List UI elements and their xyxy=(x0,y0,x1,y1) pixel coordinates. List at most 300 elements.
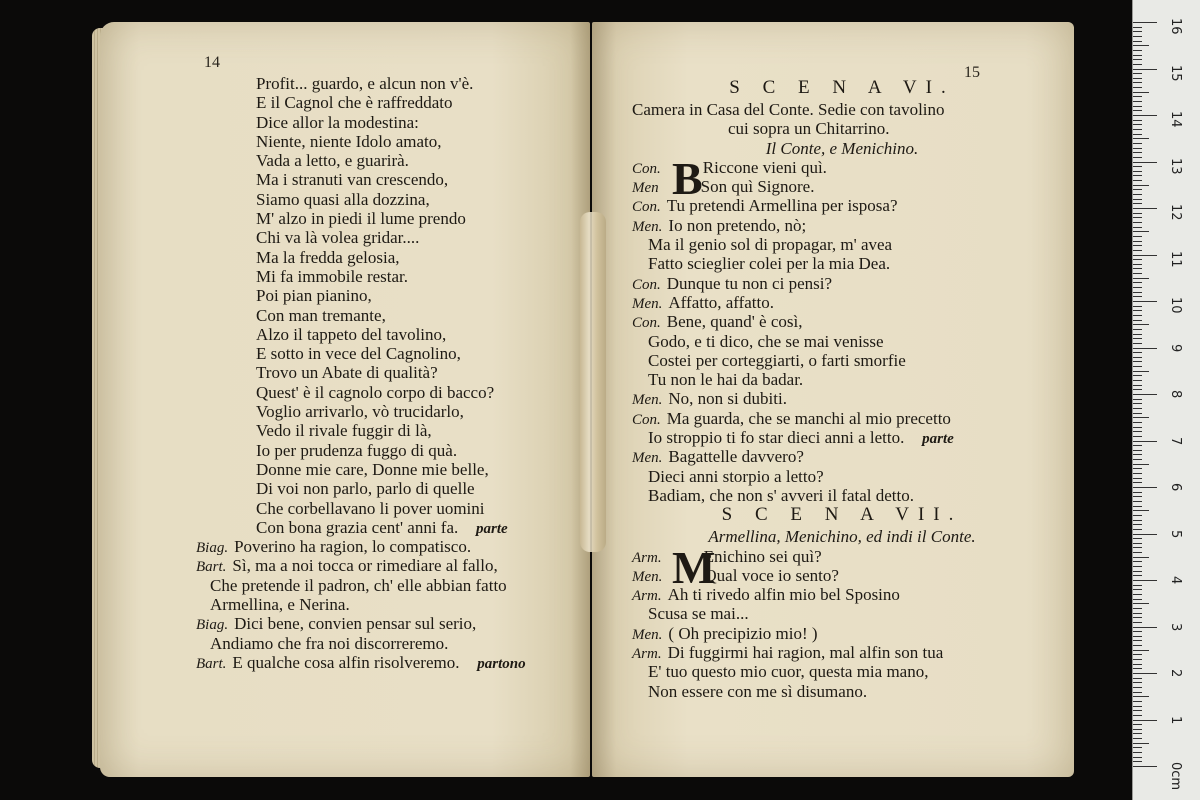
ruler-tick xyxy=(1133,73,1142,74)
ruler-tick xyxy=(1133,482,1142,483)
ruler-tick xyxy=(1133,320,1142,321)
ruler-tick xyxy=(1133,394,1157,395)
ruler-tick xyxy=(1133,687,1142,688)
ruler-number: 10 xyxy=(1168,297,1183,314)
ruler-tick xyxy=(1133,761,1142,762)
scene-vi-setting-1: Camera in Casa del Conte. Sedie con tavolino xyxy=(632,100,945,119)
speaker-label: Con. xyxy=(632,315,661,332)
line-text: Riccone vieni quì. xyxy=(702,157,827,177)
line-text: E sotto in vece del Cagnolino, xyxy=(256,344,461,364)
ruler-tick xyxy=(1133,720,1157,721)
verse-line xyxy=(632,643,1052,662)
speaker-label: Biag. xyxy=(196,617,229,634)
ruler-tick xyxy=(1133,403,1142,404)
ruler-tick xyxy=(1133,561,1142,562)
line-text: Che pretende il padron, ch' elle abbian fatto xyxy=(210,575,507,595)
ruler-tick xyxy=(1133,357,1142,358)
line-text: Di voi non parlo, parlo di quelle xyxy=(256,479,475,499)
verse-line xyxy=(632,409,1052,428)
scene-vii-dialogue xyxy=(632,541,1052,701)
ruler-tick xyxy=(1133,589,1142,590)
ruler-tick xyxy=(1133,59,1142,60)
stage-cue: parte xyxy=(472,520,508,537)
line-text: Trovo un Abate di qualità? xyxy=(256,363,438,383)
ruler-tick xyxy=(1133,361,1142,362)
ruler-number: 11 xyxy=(1168,250,1183,268)
ruler-tick xyxy=(1133,710,1142,711)
ruler-tick xyxy=(1133,389,1142,390)
ruler-tick xyxy=(1133,124,1142,125)
ruler-tick xyxy=(1133,171,1142,172)
scene-vi-dialogue xyxy=(632,152,1052,505)
ruler-tick xyxy=(1133,152,1142,153)
ruler-tick xyxy=(1133,306,1142,307)
verse-line xyxy=(196,209,526,228)
line-text: Poi pian pianino, xyxy=(256,286,372,306)
verse-line xyxy=(632,447,1052,466)
speaker-label: Men xyxy=(632,180,659,197)
ruler-tick xyxy=(1133,645,1142,646)
ruler-tick xyxy=(1133,417,1149,418)
ruler-tick xyxy=(1133,264,1142,265)
ruler-number: 14 xyxy=(1168,111,1183,128)
line-text: Voglio arrivarlo, vò trucidarlo, xyxy=(256,402,464,422)
ruler-tick xyxy=(1133,287,1142,288)
ruler-tick xyxy=(1133,120,1142,121)
ruler-tick xyxy=(1133,492,1142,493)
verse-line xyxy=(196,325,526,344)
line-text: Siamo quasi alla dozzina, xyxy=(256,189,430,209)
verse-line xyxy=(196,614,526,633)
ruler-tick xyxy=(1133,534,1157,535)
ruler-tick xyxy=(1133,413,1142,414)
verse-line xyxy=(196,267,526,286)
ruler-tick xyxy=(1133,348,1157,349)
ruler-number: 9 xyxy=(1168,343,1183,352)
stage-cue: parte xyxy=(918,431,954,448)
ruler-tick xyxy=(1133,115,1157,116)
ruler-tick xyxy=(1133,729,1142,730)
verse-line xyxy=(196,402,526,421)
ruler-tick xyxy=(1133,213,1142,214)
scene-vii-characters: Armellina, Menichino, ed indi il Conte. xyxy=(708,527,976,547)
ruler-tick xyxy=(1133,557,1149,558)
left-page xyxy=(100,22,590,777)
line-text: Sì, ma a noi tocca or rimediare al fallo, xyxy=(232,556,498,576)
speaker-label: Bart. xyxy=(196,559,227,576)
verse-line xyxy=(196,228,526,247)
speaker-label: Bart. xyxy=(196,655,227,672)
ruler-number: 4 xyxy=(1168,576,1183,585)
line-text: Quest' è il cagnolo corpo di bacco? xyxy=(256,382,495,402)
line-text: Vedo il rivale fuggir di là, xyxy=(256,421,432,441)
speaker-label: Arm. xyxy=(632,549,662,566)
drop-cap-letter: B xyxy=(672,152,703,204)
ruler-tick xyxy=(1133,706,1142,707)
line-text: E' tuo questo mio cuor, questa mia mano, xyxy=(648,662,929,682)
verse-line xyxy=(196,479,526,498)
ruler-tick xyxy=(1133,603,1149,604)
ruler-tick xyxy=(1133,296,1142,297)
ruler-tick xyxy=(1133,640,1142,641)
speaker-label: Men. xyxy=(632,568,663,585)
verse-line xyxy=(196,556,526,575)
ruler-tick xyxy=(1133,422,1142,423)
ruler-tick xyxy=(1133,757,1142,758)
ruler-tick xyxy=(1133,673,1157,674)
verse-line xyxy=(632,235,1052,254)
ruler-tick xyxy=(1133,585,1142,586)
verse-line xyxy=(196,248,526,267)
line-text: Non essere con me sì disumano. xyxy=(648,681,868,701)
ruler-tick xyxy=(1133,692,1142,693)
speaker-label: Men. xyxy=(632,295,663,312)
line-text: Io non pretendo, nò; xyxy=(668,215,807,235)
ruler-tick xyxy=(1133,571,1142,572)
ruler-tick xyxy=(1133,631,1142,632)
line-text: E qualche cosa alfin risolveremo. xyxy=(232,652,460,672)
verse-line xyxy=(632,293,1052,312)
ruler-tick xyxy=(1133,27,1142,28)
ruler-tick xyxy=(1133,473,1142,474)
line-text: Vada a letto, e guarirà. xyxy=(256,151,409,171)
ruler-tick xyxy=(1133,292,1142,293)
ruler-tick xyxy=(1133,608,1142,609)
verse-line xyxy=(196,363,526,382)
verse-line xyxy=(196,460,526,479)
ruler-tick xyxy=(1133,310,1142,311)
ruler-tick xyxy=(1133,468,1142,469)
verse-line xyxy=(632,428,1052,447)
line-text: Ma guarda, che se manchi al mio precetto xyxy=(666,408,951,428)
ruler-tick xyxy=(1133,627,1157,628)
ruler-tick xyxy=(1133,743,1149,744)
ruler-tick xyxy=(1133,724,1142,725)
verse-line xyxy=(632,370,1052,389)
ruler-tick xyxy=(1133,268,1142,269)
speaker-label: Men. xyxy=(632,218,663,235)
line-text: Ma il genio sol di propagar, m' avea xyxy=(648,235,893,255)
verse-line xyxy=(632,624,1052,643)
ruler-tick xyxy=(1133,506,1142,507)
verse-line xyxy=(196,151,526,170)
ruler-tick xyxy=(1133,617,1142,618)
ruler-number: 1 xyxy=(1168,715,1183,724)
verse-line xyxy=(632,682,1052,701)
ruler-tick xyxy=(1133,431,1142,432)
verse-line xyxy=(632,662,1052,681)
verse-line xyxy=(196,499,526,518)
ruler-tick xyxy=(1133,92,1149,93)
ruler-tick xyxy=(1133,334,1142,335)
line-text: Dieci anni storpio a letto? xyxy=(648,466,824,486)
verse-line xyxy=(196,306,526,325)
ruler-tick xyxy=(1133,715,1142,716)
ruler-number: 7 xyxy=(1168,436,1183,445)
speaker-label: Biag. xyxy=(196,540,229,557)
right-page-number: 15 xyxy=(964,64,980,81)
ruler-tick xyxy=(1133,245,1142,246)
ruler-tick xyxy=(1133,134,1142,135)
ruler-number: 12 xyxy=(1168,204,1183,221)
ruler-tick xyxy=(1133,250,1142,251)
speaker-label: Men. xyxy=(632,626,663,643)
line-text: E il Cagnol che è raffreddato xyxy=(256,93,453,113)
ruler-tick xyxy=(1133,64,1142,65)
ruler-tick xyxy=(1133,31,1142,32)
ruler-tick xyxy=(1133,566,1142,567)
ruler-tick xyxy=(1133,487,1157,488)
line-text: ( Oh precipizio mio! ) xyxy=(668,623,818,643)
ruler-tick xyxy=(1133,459,1142,460)
ruler-tick xyxy=(1133,650,1149,651)
line-text: Niente, niente Idolo amato, xyxy=(256,131,442,151)
speaker-label: Arm. xyxy=(632,646,662,663)
ruler-number: 8 xyxy=(1168,390,1183,399)
speaker-label: Con. xyxy=(632,276,661,293)
open-book xyxy=(92,22,1082,787)
ruler-tick xyxy=(1133,682,1142,683)
ruler-tick xyxy=(1133,82,1142,83)
ruler-tick xyxy=(1133,143,1142,144)
verse-line xyxy=(196,132,526,151)
ruler-tick xyxy=(1133,529,1142,530)
ruler-tick xyxy=(1133,380,1142,381)
ruler-tick xyxy=(1133,599,1142,600)
verse-line xyxy=(196,113,526,132)
line-text: Io stroppio ti fo star dieci anni a letto. xyxy=(648,428,905,448)
verse-line xyxy=(632,312,1052,331)
stage-cue: partono xyxy=(473,655,526,672)
ruler-number: 13 xyxy=(1168,157,1183,175)
ruler-tick xyxy=(1133,329,1142,330)
line-text: Poverino ha ragion, lo compatisco. xyxy=(234,537,472,557)
ruler-number: 2 xyxy=(1168,669,1183,678)
ruler-tick xyxy=(1133,180,1142,181)
verse-line xyxy=(632,351,1052,370)
line-text: Armellina, e Nerina. xyxy=(210,595,350,615)
ruler-tick xyxy=(1133,231,1149,232)
ruler-tick xyxy=(1133,766,1157,767)
ruler-tick xyxy=(1133,659,1142,660)
ruler-tick xyxy=(1133,101,1142,102)
ruler-tick xyxy=(1133,594,1142,595)
ruler-tick xyxy=(1133,371,1149,372)
ruler-tick xyxy=(1133,41,1142,42)
ruler-tick xyxy=(1133,106,1142,107)
ruler-tick xyxy=(1133,148,1142,149)
ruler-tick xyxy=(1133,282,1142,283)
speaker-label: Arm. xyxy=(632,588,662,605)
ruler-tick xyxy=(1133,478,1142,479)
ruler-tick xyxy=(1133,185,1149,186)
verse-line xyxy=(632,332,1052,351)
ruler-number: 16 xyxy=(1168,18,1183,35)
ruler-tick xyxy=(1133,664,1142,665)
verse-line xyxy=(196,441,526,460)
line-text: Scusa se mai... xyxy=(648,604,749,624)
ruler-tick xyxy=(1133,55,1142,56)
ruler-tick xyxy=(1133,301,1157,302)
verse-line xyxy=(196,170,526,189)
verse-line xyxy=(632,604,1052,623)
scene-vii-heading: S C E N A VII. xyxy=(721,504,963,526)
ruler-tick xyxy=(1133,78,1142,79)
line-text: Con man tremante, xyxy=(256,305,386,325)
line-text: Chi va là volea gridar.... xyxy=(256,228,420,248)
line-text: Ma i stranuti van crescendo, xyxy=(256,170,449,190)
ruler-tick xyxy=(1133,203,1142,204)
ruler-tick xyxy=(1133,110,1142,111)
ruler-tick xyxy=(1133,208,1157,209)
ruler-tick xyxy=(1133,352,1142,353)
book-gutter xyxy=(580,212,606,552)
line-text: Donne mie care, Donne mie belle, xyxy=(256,459,489,479)
ruler-tick xyxy=(1133,678,1142,679)
ruler-tick xyxy=(1133,454,1142,455)
ruler-tick xyxy=(1133,399,1142,400)
line-text: Tu pretendi Armellina per isposa? xyxy=(666,196,898,216)
ruler-tick xyxy=(1133,22,1157,23)
verse-line xyxy=(196,74,526,93)
speaker-label: Con. xyxy=(632,199,661,216)
ruler-tick xyxy=(1133,162,1157,163)
ruler-tick xyxy=(1133,259,1142,260)
verse-line xyxy=(196,634,526,653)
ruler-tick xyxy=(1133,580,1157,581)
ruler-tick xyxy=(1133,96,1142,97)
line-text: Tu non le hai da badar. xyxy=(648,370,804,390)
verse-line xyxy=(196,190,526,209)
ruler-tick xyxy=(1133,324,1149,325)
verse-line xyxy=(196,595,526,614)
verse-line xyxy=(196,576,526,595)
ruler-tick xyxy=(1133,315,1142,316)
ruler-tick xyxy=(1133,278,1149,279)
ruler-tick xyxy=(1133,496,1142,497)
ruler-tick xyxy=(1133,552,1142,553)
verse-line xyxy=(632,389,1052,408)
scene-vi-setting-2: cui sopra un Chitarrino. xyxy=(728,119,890,139)
verse-line xyxy=(196,537,526,556)
verse-line xyxy=(196,653,526,672)
line-text: Con bona grazia cent' anni fa. xyxy=(256,517,459,537)
line-text: Fatto scieglier colei per la mia Dea. xyxy=(648,254,891,274)
ruler-tick xyxy=(1133,696,1149,697)
ruler-tick xyxy=(1133,217,1142,218)
ruler-tick xyxy=(1133,408,1142,409)
line-text: Bagattelle davvero? xyxy=(668,447,804,467)
line-text: Costei per corteggiarti, o farti smorfie xyxy=(648,350,906,370)
ruler-tick xyxy=(1133,87,1142,88)
ruler-tick xyxy=(1133,636,1142,637)
verse-line xyxy=(196,383,526,402)
line-text: Andiamo che fra noi discorreremo. xyxy=(210,633,449,653)
line-text: Mi fa immobile restar. xyxy=(256,266,409,286)
verse-line xyxy=(196,344,526,363)
ruler-tick xyxy=(1133,36,1142,37)
ruler-tick xyxy=(1133,547,1142,548)
verse-line xyxy=(632,274,1052,293)
line-text: Di fuggirmi hai ragion, mal alfin son tua xyxy=(667,643,944,663)
ruler-tick xyxy=(1133,227,1142,228)
ruler-tick xyxy=(1133,654,1142,655)
ruler-tick xyxy=(1133,427,1142,428)
ruler-tick xyxy=(1133,157,1142,158)
ruler-tick xyxy=(1133,510,1149,511)
ruler-number: 6 xyxy=(1168,483,1183,492)
ruler-tick xyxy=(1133,166,1142,167)
drop-cap-letter: M xyxy=(672,541,716,593)
verse-line xyxy=(196,518,526,537)
line-text: Enichino sei quì? xyxy=(703,546,822,566)
speaker-label: Con. xyxy=(632,160,661,177)
ruler-number: 0cm xyxy=(1168,762,1183,791)
ruler-tick xyxy=(1133,222,1142,223)
ruler-tick xyxy=(1133,733,1142,734)
line-text: Dice allor la modestina: xyxy=(256,112,419,132)
ruler-tick xyxy=(1133,138,1149,139)
ruler-tick xyxy=(1133,385,1142,386)
ruler-tick xyxy=(1133,441,1157,442)
verse-line xyxy=(632,486,1052,505)
ruler-tick xyxy=(1133,622,1142,623)
ruler-tick xyxy=(1133,450,1142,451)
ruler-tick xyxy=(1133,273,1142,274)
line-text: Dunque tu non ci pensi? xyxy=(666,273,833,293)
line-text: Son quì Signore. xyxy=(700,177,815,197)
scene-vi-heading: S C E N A VI. xyxy=(729,77,955,98)
ruler-tick xyxy=(1133,45,1149,46)
line-text: Io per prudenza fuggo di quà. xyxy=(256,440,458,460)
verse-line xyxy=(196,421,526,440)
speaker-label: Men. xyxy=(632,450,663,467)
scene-vi-characters: Il Conte, e Menichino. xyxy=(765,138,919,158)
line-text: Ma la fredda gelosia, xyxy=(256,247,400,267)
ruler-tick xyxy=(1133,515,1142,516)
ruler-tick xyxy=(1133,50,1142,51)
ruler-tick xyxy=(1133,464,1149,465)
line-text: Ah ti rivedo alfin mio bel Sposino xyxy=(667,585,900,605)
speaker-label: Men. xyxy=(632,392,663,409)
ruler-tick xyxy=(1133,241,1142,242)
ruler-tick xyxy=(1133,543,1142,544)
ruler-tick xyxy=(1133,189,1142,190)
line-text: No, non si dubiti. xyxy=(668,389,787,409)
ruler-tick xyxy=(1133,194,1142,195)
line-text: Alzo il tappeto del tavolino, xyxy=(256,324,447,344)
ruler-tick xyxy=(1133,69,1157,70)
ruler-tick xyxy=(1133,366,1142,367)
ruler-tick xyxy=(1133,575,1142,576)
line-text: Affatto, affatto. xyxy=(668,292,774,312)
ruler-tick xyxy=(1133,236,1142,237)
ruler-tick xyxy=(1133,129,1142,130)
ruler-number: 3 xyxy=(1168,622,1183,631)
line-text: M' alzo in piedi il lume prendo xyxy=(256,209,466,229)
left-page-text xyxy=(196,74,526,672)
ruler-tick xyxy=(1133,538,1142,539)
verse-line xyxy=(632,216,1052,235)
speaker-label: Con. xyxy=(632,411,661,428)
line-text: Bene, quand' è così, xyxy=(666,312,803,332)
ruler-tick xyxy=(1133,524,1142,525)
verse-line xyxy=(632,467,1052,486)
line-text: Che corbellavano li pover uomini xyxy=(256,498,485,518)
ruler-number: 15 xyxy=(1168,64,1183,82)
left-page-number: 14 xyxy=(204,54,220,71)
ruler-tick xyxy=(1133,701,1142,702)
